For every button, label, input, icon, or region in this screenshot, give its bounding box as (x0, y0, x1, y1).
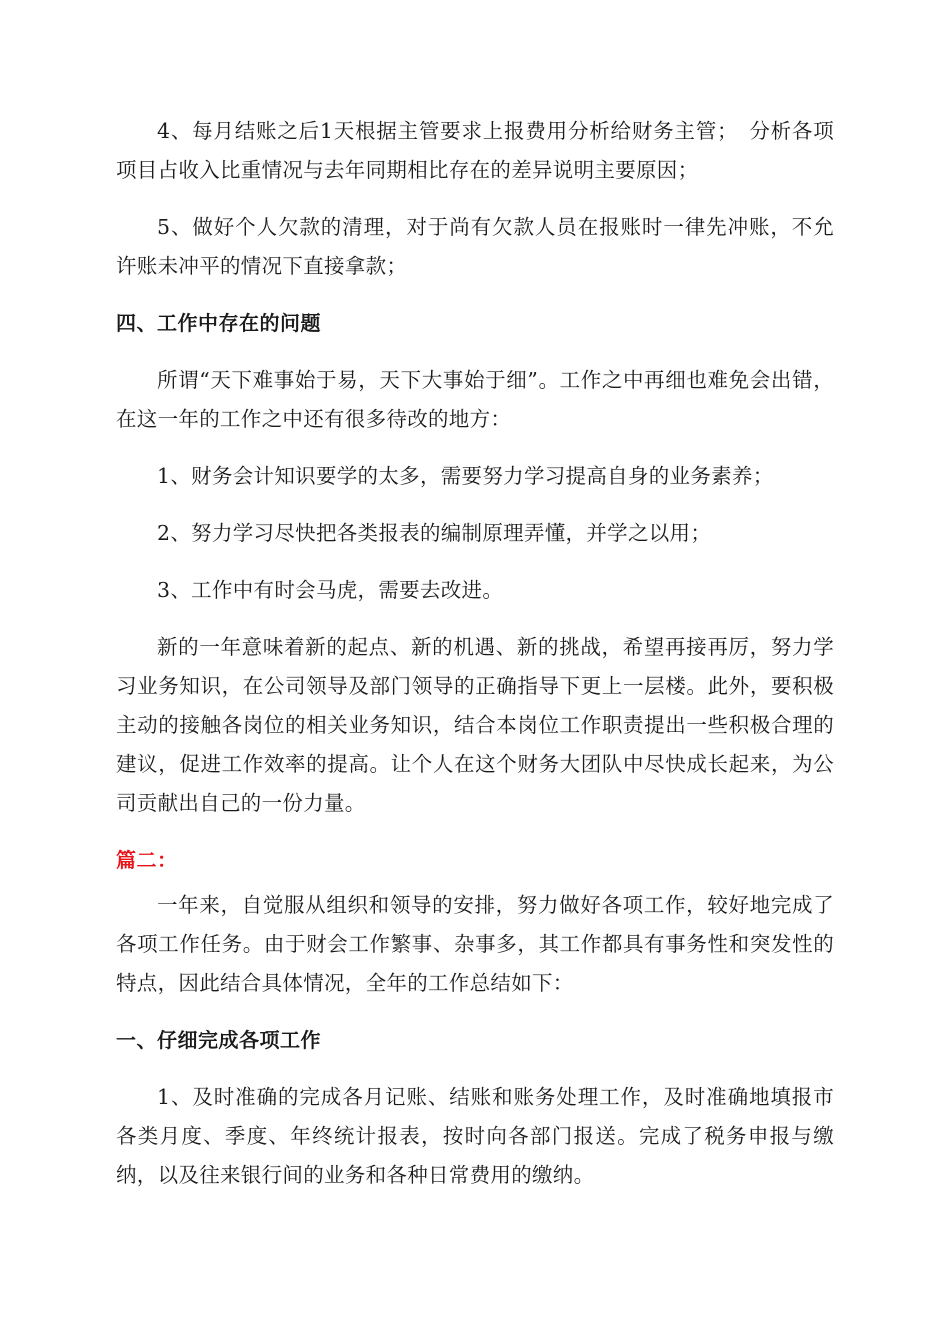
part-two-heading: 篇二： (116, 848, 178, 872)
paragraph-part-two-intro: 一年来，自觉服从组织和领导的安排，努力做好各项工作，较好地完成了各项工作任务。由于财会工作繁事、杂事多，其工作都具有事务性和突发性的特点，因此结合具体情况，全年的工作总结如下： (116, 893, 834, 995)
paragraph-item-5: 5、做好个人欠款的清理，对于尚有欠款人员在报账时一律先冲账，不允许账未冲平的情况下直接拿款； (116, 215, 834, 278)
paragraph-new-year: 新的一年意味着新的起点、新的机遇、新的挑战，希望再接再厉，努力学习业务知识，在公司领导及部门领导的正确指导下更上一层楼。此外，要积极主动的接触各岗位的相关业务知识，结合本岗位工作职责提出一些积极合理的建议，促进工作效率的提高。让个人在这个财务大团队中尽快成长起来，为公司贡献出自己的一份力量。 (116, 635, 834, 815)
paragraph-problem-3: 3、工作中有时会马虎，需要去改进。 (157, 578, 504, 602)
paragraph-intro-problems: 所谓“天下难事始于易，天下大事始于细”。工作之中再细也难免会出错，在这一年的工作之中还有很多待改的地方： (116, 368, 834, 431)
paragraph-item-4: 4、每月结账之后1天根据主管要求上报费用分析给财务主管； 分析各项项目占收入比重情况与去年同期相比存在的差异说明主要原因； (116, 119, 834, 182)
section-heading-problems: 四、工作中存在的问题 (116, 311, 321, 335)
paragraph-problem-2: 2、努力学习尽快把各类报表的编制原理弄懂，并学之以用； (157, 521, 712, 545)
document-body (116, 112, 834, 1213)
paragraph-work-item-1: 1、及时准确的完成各月记账、结账和账务处理工作，及时准确地填报市各类月度、季度、年终统计报表，按时向各部门报送。完成了税务申报与缴纳，以及往来银行间的业务和各种日常费用的缴纳。 (116, 1085, 834, 1187)
section-heading-complete-work: 一、仔细完成各项工作 (116, 1028, 321, 1052)
paragraph-problem-1: 1、财务会计知识要学的太多，需要努力学习提高自身的业务素养； (157, 464, 774, 488)
